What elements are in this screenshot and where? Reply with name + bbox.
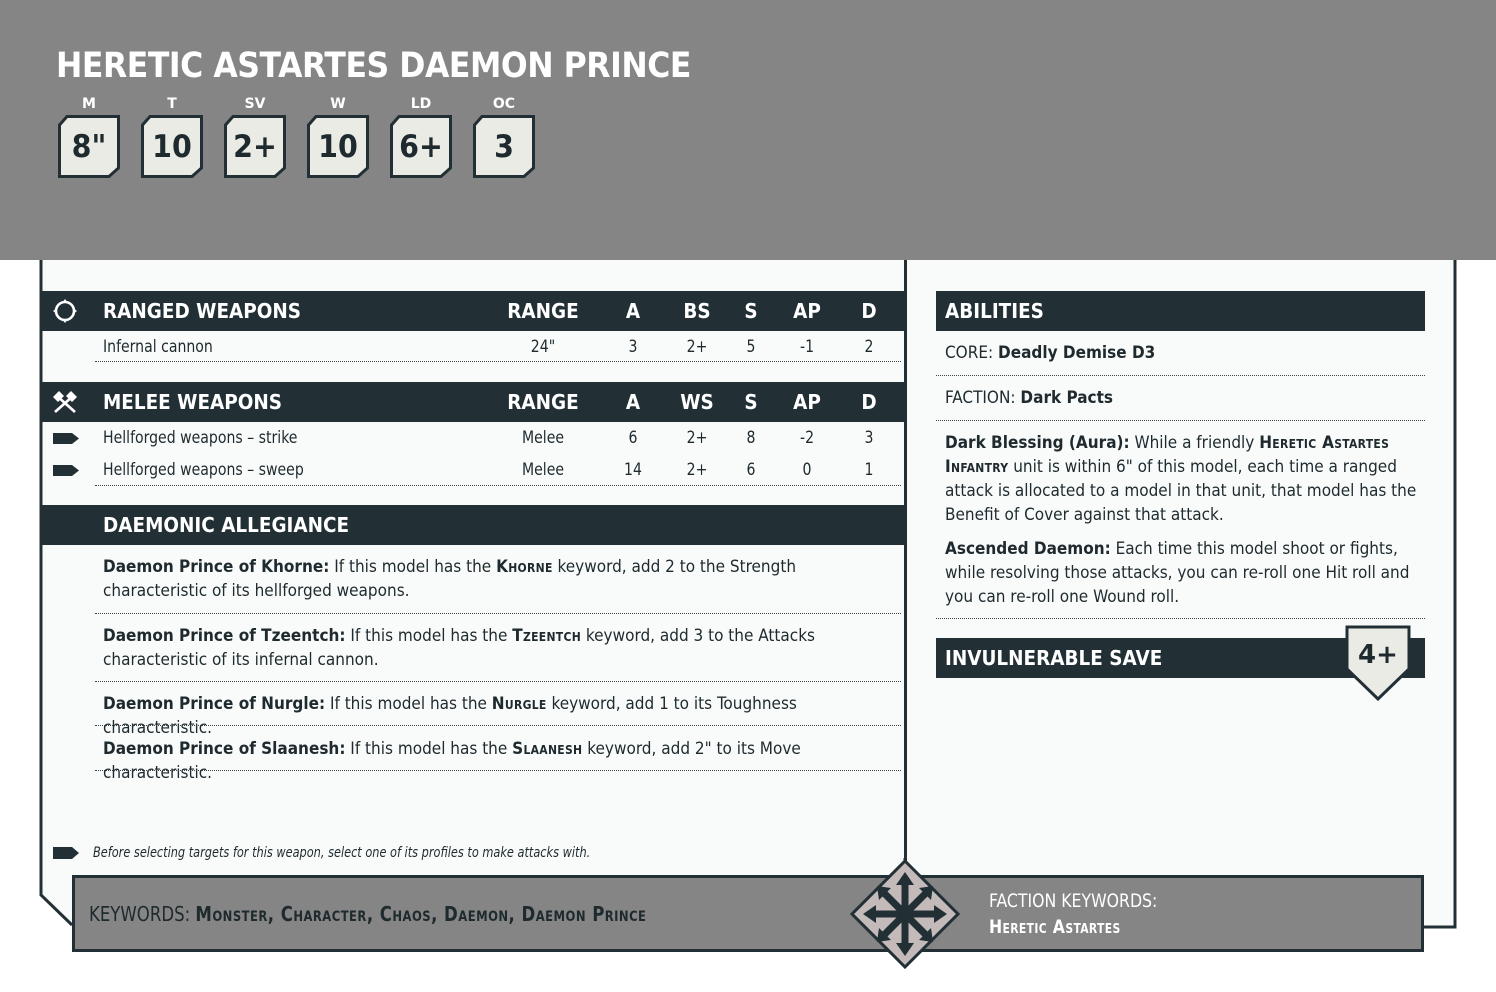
daemonic-allegiance-title: DAEMONIC ALLEGIANCE — [103, 513, 350, 537]
weapon-range: Melee — [521, 459, 565, 480]
stat-value: 10 — [152, 128, 192, 165]
col-header-range: RANGE — [507, 390, 579, 414]
weapon-strength: 6 — [746, 459, 756, 480]
faction-keywords-label: FACTION KEYWORDS: — [989, 890, 1158, 912]
abilities-title: ABILITIES — [945, 299, 1044, 323]
ranged-weapons-header — [41, 291, 905, 331]
stat-box — [141, 115, 203, 178]
weapon-damage: 3 — [864, 427, 874, 448]
stat-label: SV — [244, 96, 266, 112]
unit-header — [0, 0, 1496, 260]
weapon-attacks: 6 — [628, 427, 638, 448]
daemonic-allegiance-header — [41, 505, 905, 545]
profile-marker-icon — [53, 847, 79, 859]
stat-label: T — [167, 96, 177, 112]
col-header-range: RANGE — [507, 299, 579, 323]
keyword: Tzeentch — [512, 626, 582, 646]
col-header-strength: S — [744, 299, 758, 323]
stat-box — [307, 115, 369, 178]
chaos-star-icon — [849, 858, 961, 970]
ability-name: Dark Pacts — [1020, 388, 1114, 408]
keyword: Slaanesh — [512, 739, 583, 759]
stat-box — [58, 115, 120, 178]
faction-keywords-value: Heretic Astartes — [989, 916, 1121, 938]
stat-label: OC — [492, 96, 516, 112]
weapon-row-strike — [41, 422, 905, 453]
divider — [95, 485, 901, 486]
stat-objective-control — [473, 95, 535, 178]
profile-marker-icon — [53, 465, 79, 476]
keyword: Nurgle — [491, 694, 547, 714]
stat-box — [473, 115, 535, 178]
ranged-weapons-title: RANGED WEAPONS — [103, 299, 302, 323]
stat-label: M — [82, 96, 96, 112]
stat-value: 2+ — [233, 128, 277, 165]
allegiance-tzeentch: Daemon Prince of Tzeentch: If this model has the Tzeentch keyword, add 3 to the Attacks characteristic of its infernal cannon. — [103, 626, 816, 670]
weapon-ws: 2+ — [686, 459, 708, 480]
divider — [936, 618, 1425, 619]
divider — [936, 420, 1425, 421]
stat-value: 3 — [494, 128, 514, 165]
weapon-attacks: 3 — [628, 336, 638, 357]
divider — [95, 613, 901, 614]
col-header-bs: BS — [683, 299, 711, 323]
weapon-ap: -1 — [799, 336, 815, 357]
weapon-attacks: 14 — [624, 459, 642, 480]
weapon-name: Hellforged weapons – sweep — [103, 459, 304, 480]
weapon-range: Melee — [521, 427, 565, 448]
divider — [95, 361, 901, 362]
ability-name: Ascended Daemon: — [945, 539, 1111, 559]
divider — [95, 725, 901, 726]
invulnerable-save-title: INVULNERABLE SAVE — [945, 646, 1163, 670]
stat-wounds — [307, 95, 369, 178]
col-header-ap: AP — [793, 299, 821, 323]
ability-name: Daemon Prince of Khorne: — [103, 557, 330, 577]
footnote: Before selecting targets for this weapon, select one of its profiles to make attacks with. — [93, 845, 591, 861]
stat-label: LD — [410, 96, 432, 112]
allegiance-nurgle: Daemon Prince of Nurgle: If this model has the Nurgle keyword, add 1 to its Toughness characteristic. — [103, 694, 797, 738]
col-header-attacks: A — [625, 390, 641, 414]
ability-name: Daemon Prince of Slaanesh: — [103, 739, 346, 759]
weapon-ap: -2 — [799, 427, 815, 448]
weapon-row-infernal-cannon — [41, 331, 905, 362]
stat-box — [224, 115, 286, 178]
weapon-name: Hellforged weapons – strike — [103, 427, 298, 448]
stat-value: 8" — [71, 128, 107, 165]
weapon-damage: 1 — [864, 459, 874, 480]
col-header-attacks: A — [625, 299, 641, 323]
weapon-ws: 2+ — [686, 427, 708, 448]
divider — [936, 375, 1425, 376]
weapon-name: Infernal cannon — [103, 336, 213, 357]
stat-save — [224, 95, 286, 178]
stat-line — [58, 95, 535, 178]
stat-toughness — [141, 95, 203, 178]
abilities-header — [936, 291, 1425, 331]
keyword: Heretic Astartes — [1259, 433, 1390, 453]
weapon-bs: 2+ — [686, 336, 708, 357]
keywords-label: KEYWORDS: — [89, 902, 196, 926]
col-header-ap: AP — [793, 390, 821, 414]
ability-faction: FACTION: Dark Pacts — [945, 388, 1114, 408]
col-header-ws: WS — [680, 390, 714, 414]
keyword: Khorne — [496, 557, 553, 577]
ability-ascended-daemon: Ascended Daemon: Each time this model shoot or fights, while resolving those attacks, you can re-roll one Hit roll and you can re-roll one Wound roll. — [945, 539, 1410, 607]
melee-weapons-title: MELEE WEAPONS — [103, 390, 283, 414]
ability-name: Deadly Demise D3 — [998, 343, 1156, 363]
keyword: Infantry — [945, 457, 1009, 477]
melee-weapons-header — [41, 382, 905, 422]
unit-title: HERETIC ASTARTES DAEMON PRINCE — [56, 46, 691, 86]
stat-leadership — [390, 95, 452, 178]
keywords — [89, 902, 646, 926]
weapon-strength: 5 — [746, 336, 756, 357]
stat-movement — [58, 95, 120, 178]
divider — [95, 770, 901, 771]
stat-box — [390, 115, 452, 178]
ability-dark-blessing: Dark Blessing (Aura): While a friendly Heretic Astartes Infantry unit is within 6" of this model, each time a ranged attack is allocated to a model in that unit, that model has the Benefit of Cover against that attack. — [945, 433, 1417, 525]
weapon-range: 24" — [530, 336, 556, 357]
invulnerable-save-value: 4+ — [1358, 640, 1398, 670]
keywords-values: Monster, Character, Chaos, Daemon, Daemon Prince — [195, 902, 647, 926]
keywords-bar — [72, 875, 1424, 952]
allegiance-khorne: Daemon Prince of Khorne: If this model has the Khorne keyword, add 2 to the Strength characteristic of its hellforged weapons. — [103, 557, 797, 601]
ability-name: Dark Blessing (Aura): — [945, 433, 1130, 453]
col-header-strength: S — [744, 390, 758, 414]
ability-name: Daemon Prince of Tzeentch: — [103, 626, 346, 646]
divider — [95, 681, 901, 682]
crosshair-icon — [51, 297, 79, 325]
stat-value: 10 — [318, 128, 358, 165]
weapon-ap: 0 — [802, 459, 812, 480]
weapon-damage: 2 — [864, 336, 874, 357]
allegiance-slaanesh: Daemon Prince of Slaanesh: If this model has the Slaanesh keyword, add 2" to its Move characteristic. — [103, 739, 801, 783]
col-header-damage: D — [861, 390, 877, 414]
stat-value: 6+ — [399, 128, 443, 165]
weapon-strength: 8 — [746, 427, 756, 448]
stat-label: W — [330, 96, 346, 112]
col-header-damage: D — [861, 299, 877, 323]
weapon-row-sweep — [41, 454, 905, 485]
crossed-hammers-icon — [51, 388, 79, 416]
profile-marker-icon — [53, 433, 79, 444]
ability-core: CORE: Deadly Demise D3 — [945, 343, 1156, 363]
ability-name: Daemon Prince of Nurgle: — [103, 694, 326, 714]
